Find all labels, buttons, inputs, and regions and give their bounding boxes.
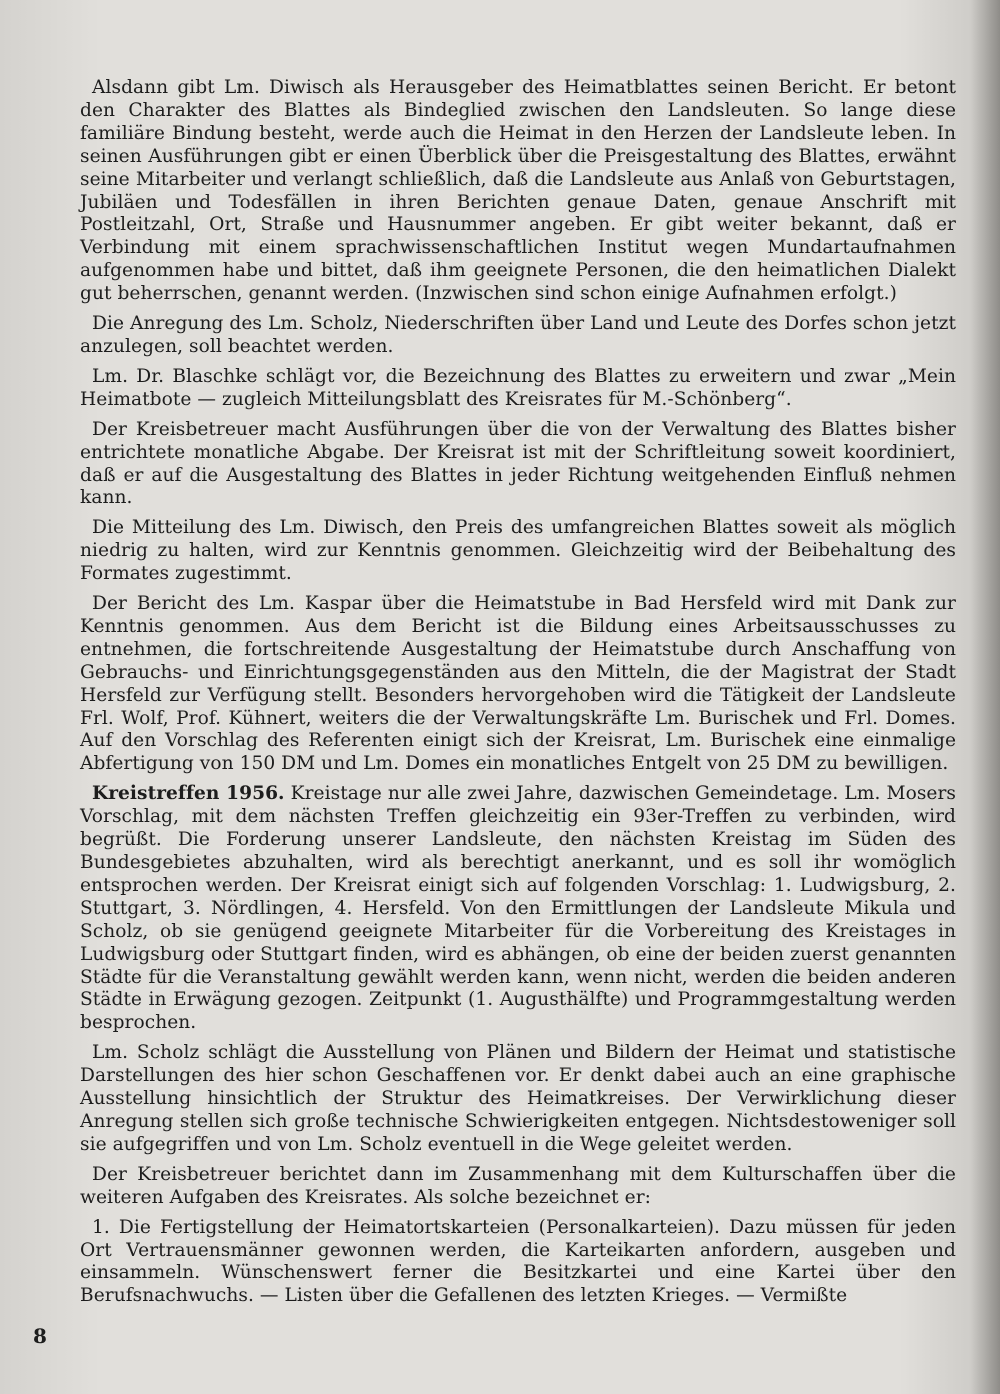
paragraph-kreisbetreuer-levy: Der Kreisbetreuer macht Ausführungen über die von der Verwaltung des Blattes bisher entrichtete monatliche Abgabe. Der Kreisrat ist mit der Schriftleitung soweit koordiniert, daß er auf die Ausgestaltung des Blattes in jeder Richtung weitgehenden Einfluß nehmen kann. — [80, 418, 956, 509]
paragraph-blaschke-proposal: Lm. Dr. Blaschke schlägt vor, die Bezeichnung des Blattes zu erweitern und zwar „Mein Heimatbote — zugleich Mitteilungsblatt des Kreisrates für M.-Schönberg“. — [80, 365, 956, 410]
kreistreffen-text: Kreistage nur alle zwei Jahre, dazwischen Gemeindetage. Lm. Mosers Vorschlag, mit dem nächsten Treffen gleichzeitig ein 93er-Treffen zu verbinden, wird begrüßt. Die Forderung unserer Landsleute, den nächsten Kreistag im Süden des Bundesgebietes abzuhalten, wird als berechtigt anerkannt, und es soll ihr womöglich entsprochen werden. Der Kreisrat einigt sich auf folgenden Vorschlag: 1. Ludwigsburg, 2. Stuttgart, 3. Nördlingen, 4. Hersfeld. Von den Ermittlungen der Landsleute Mikula und Scholz, ob sie genügend geeignete Mitarbeiter für die Vorbereitung des Kreistages in Ludwigsburg oder Stuttgart finden, wird es abhängen, ob eine der beiden zuerst genannten Städte für die Veranstaltung gewählt werden kann, wenn nicht, werden die beiden anderen Städte in Erwägung gezogen. Zeitpunkt (1. Augusthälfte) und Programmgestaltung werden besprochen. — [80, 783, 957, 1034]
paragraph-price-format: Die Mitteilung des Lm. Diwisch, den Preis des umfangreichen Blattes soweit als möglich niedrig zu halten, wird zur Kenntnis genommen. Gleichzeitig wird der Beibehaltung des Formates zugestimmt. — [80, 517, 956, 585]
paragraph-exhibition: Lm. Scholz schlägt die Ausstellung von Plänen und Bildern der Heimat und statistische Darstellungen des hier schon Geschaffenen vor. Er denkt dabei auch an eine graphische Ausstellung hinsichtlich der Struktur des Heimatkreises. Der Verwirklichung dieser Anregung stellen sich große technische Schwierigkeiten entgegen. Nichtsdestoweniger soll sie aufgegriffen und von Lm. Scholz eventuell in die Wege geleitet werden. — [80, 1042, 956, 1155]
body-text — [80, 77, 956, 1315]
paragraph-task-1: 1. Die Fertigstellung der Heimatortskarteien (Personalkarteien). Dazu müssen für jeden Ort Vertrauensmänner gewonnen werden, die Karteikarten anfordern, ausgeben und einsammeln. Wünschenswert ferner die Besitzkartei und eine Kartei über den Berufsnachwuchs. — Listen über die Gefallenen des letzten Krieges. — Vermißte — [80, 1216, 956, 1307]
page-number: 8 — [33, 1324, 47, 1348]
paragraph-further-tasks: Der Kreisbetreuer berichtet dann im Zusammenhang mit dem Kulturschaffen über die weiteren Aufgaben des Kreisrates. Als solche bezeichnet er: — [80, 1163, 956, 1208]
paragraph-heimatstube-report: Der Bericht des Lm. Kaspar über die Heimatstube in Bad Hersfeld wird mit Dank zur Kenntnis genommen. Aus dem Bericht ist die Bildung eines Arbeitsausschusses zu entnehmen, die fortschreitende Ausgestaltung der Heimatstube durch Anschaffung von Gebrauchs- und Einrichtungsgegenständen aus den Mitteln, die der Magistrat der Stadt Hersfeld zur Verfügung stellt. Besonders hervorgehoben wird die Tätigkeit der Landsleute Frl. Wolf, Prof. Kühnert, weiters die der Verwaltungskräfte Lm. Burischek und Frl. Domes. Auf den Vorschlag des Referenten einigt sich der Kreisrat, Lm. Burischek eine einmalige Abfertigung von 150 DM und Lm. Domes ein monatliches Entgelt von 25 DM zu bewilligen. — [80, 593, 956, 775]
kreistreffen-heading: Kreistreffen 1956. — [92, 783, 285, 805]
paragraph-diwisch-report: Alsdann gibt Lm. Diwisch als Herausgeber des Heimatblattes seinen Bericht. Er betont den Charakter des Blattes als Bindeglied zwischen den Landsleuten. So lange diese familiäre Bindung besteht, werde auch die Heimat in den Herzen der Landsleute leben. In seinen Ausführungen gibt er einen Überblick über die Preisgestaltung des Blattes, erwähnt seine Mitarbeiter und verlangt schließlich, daß die Landsleute aus Anlaß von Geburtstagen, Jubiläen und Todesfällen in ihren Berichten genaue Daten, genaue Anschrift mit Postleitzahl, Ort, Straße und Hausnummer angeben. Er gibt weiter bekannt, daß er Verbindung mit einem sprachwissenschaftlichen Institut wegen Mundartaufnahmen aufgenommen habe und bittet, daß ihm geeignete Personen, die den heimatlichen Dialekt gut beherrschen, genannt werden. (Inzwischen sind schon einige Aufnahmen erfolgt.) — [80, 77, 956, 305]
paragraph-kreistreffen — [80, 783, 956, 1035]
paragraph-scholz-suggestion: Die Anregung des Lm. Scholz, Niederschriften über Land und Leute des Dorfes schon jetzt anzulegen, soll beachtet werden. — [80, 313, 956, 357]
